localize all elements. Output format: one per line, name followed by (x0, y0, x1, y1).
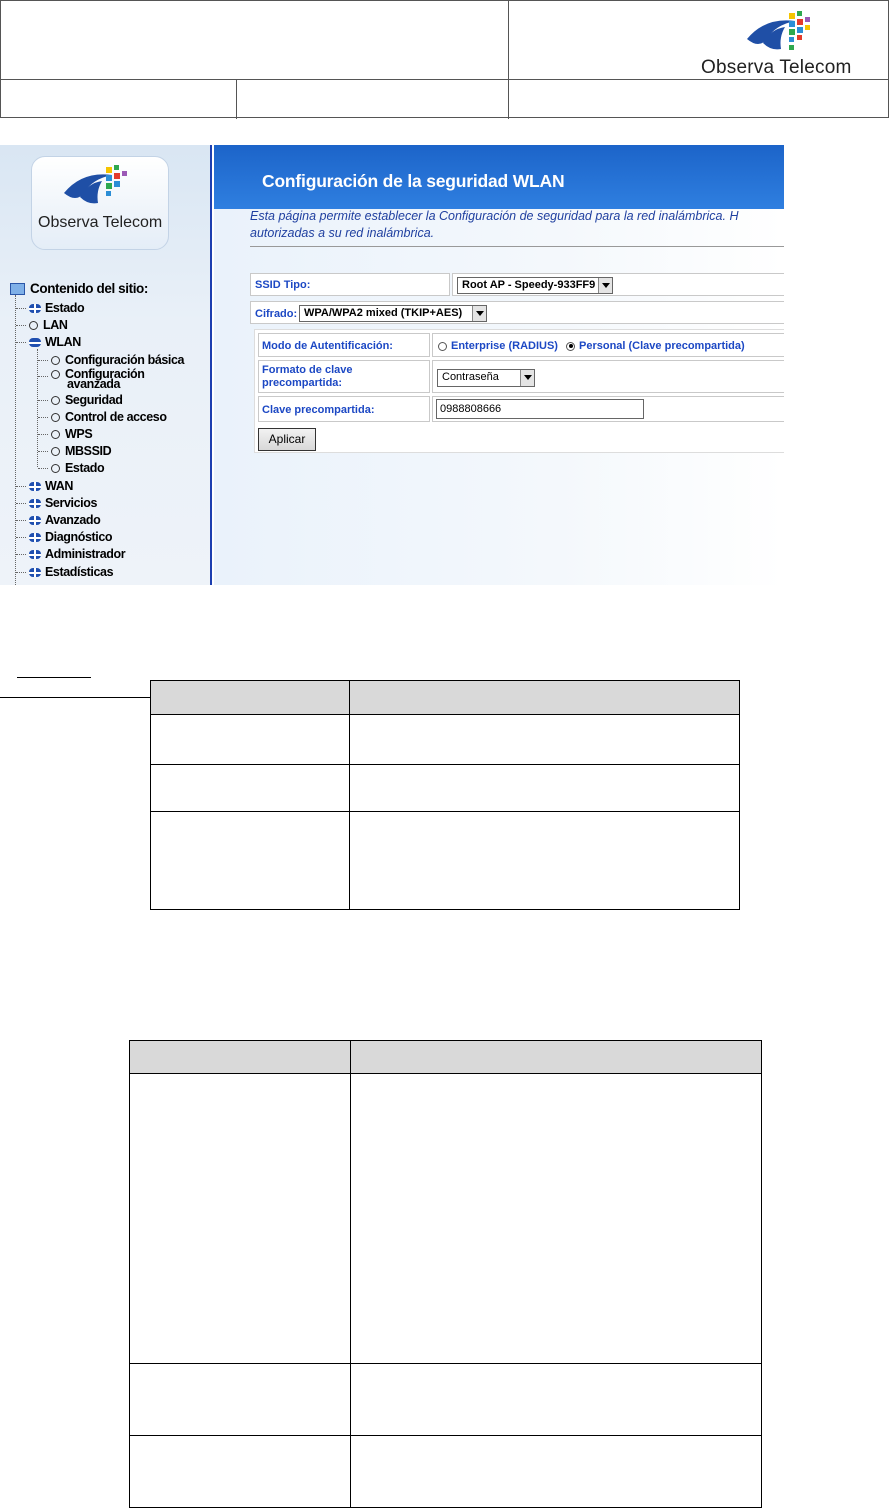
table-row (151, 765, 740, 812)
header-cell-left (1, 1, 509, 79)
sidebar-logo-text: Observa Telecom (38, 214, 163, 231)
observa-logo-icon (745, 9, 835, 59)
page-title: Configuración de la seguridad WLAN (262, 171, 565, 191)
table-row (130, 1436, 762, 1508)
table-row (151, 715, 740, 765)
tree-item-control-de-acceso[interactable]: Control de acceso (38, 409, 167, 425)
main-content (214, 145, 784, 585)
ssid-label-cell (250, 273, 450, 296)
leaf-circle-icon (51, 370, 60, 379)
cifrado-cell (250, 301, 784, 324)
tree-item-configuracion-basica[interactable]: Configuración básica (38, 352, 184, 368)
header-divider (236, 79, 237, 119)
title-bar (214, 145, 784, 209)
observa-logo (701, 9, 871, 79)
tree-root-label: Contenido del sitio: (30, 281, 148, 296)
auth-group (254, 329, 784, 453)
description-line: autorizadas a su red inalámbrica. (250, 226, 435, 240)
ssid-value-cell (452, 273, 784, 296)
format-value-cell (432, 360, 784, 393)
tree-item-estado[interactable]: Estado (16, 300, 84, 316)
tree-item-avanzada-line2[interactable]: avanzada (67, 377, 121, 391)
format-label-cell (258, 360, 430, 393)
table-header-row (151, 681, 740, 715)
tree-item-estadisticas[interactable]: Estadísticas (16, 564, 113, 580)
preshared-key-input[interactable]: 0988808666 (436, 399, 644, 419)
computer-icon (10, 283, 25, 295)
parameters-table-1 (150, 680, 740, 910)
leaf-circle-icon (51, 356, 60, 365)
auth-options-cell (432, 333, 784, 357)
table-row (151, 812, 740, 910)
leaf-circle-icon (51, 447, 60, 456)
tree-item-lan[interactable]: LAN (16, 317, 68, 333)
page-description (250, 208, 738, 242)
expand-icon (29, 304, 41, 313)
table-row (130, 1364, 762, 1436)
tree-item-diagnostico[interactable]: Diagnóstico (16, 529, 112, 545)
leaf-circle-icon (51, 396, 60, 405)
leaf-circle-icon (29, 321, 38, 330)
tree-root (10, 281, 148, 296)
tree-item-wlan[interactable]: WLAN (16, 334, 81, 350)
dropdown-arrow-icon[interactable] (598, 278, 612, 293)
table-row (130, 1074, 762, 1364)
expand-icon (29, 516, 41, 525)
format-select[interactable]: Contraseña (437, 369, 535, 387)
logo-text: Observa Telecom (701, 57, 852, 78)
divider (250, 246, 784, 247)
expand-icon (29, 499, 41, 508)
dropdown-arrow-icon[interactable] (520, 370, 534, 386)
observa-logo-icon (62, 163, 142, 213)
radio-icon[interactable] (438, 342, 447, 351)
tree-item-mbssid[interactable]: MBSSID (38, 443, 111, 459)
cifrado-label: Cifrado: (255, 308, 298, 320)
auth-label: Modo de Autentificación: (262, 340, 393, 352)
leaf-circle-icon (51, 413, 60, 422)
tree-item-seguridad[interactable]: Seguridad (38, 392, 123, 408)
auth-label-cell (258, 333, 430, 357)
heading-underline (17, 677, 91, 678)
description-line: Esta página permite establecer la Configuración de seguridad para la red inalámbrica. H (250, 209, 739, 223)
router-screenshot (0, 145, 784, 585)
leaf-circle-icon (51, 430, 60, 439)
tree-item-configuracion-avanzada[interactable]: Configuración (38, 366, 145, 382)
auth-personal-option[interactable]: Personal (Clave precompartida) (566, 340, 745, 352)
tree-item-administrador[interactable]: Administrador (16, 546, 125, 562)
expand-icon (29, 533, 41, 542)
collapse-icon (29, 338, 41, 347)
tree-item-wan[interactable]: WAN (16, 478, 73, 494)
sidebar (0, 145, 212, 585)
key-value-cell (432, 396, 784, 422)
tree-item-wps[interactable]: WPS (38, 426, 92, 442)
cifrado-select[interactable]: WPA/WPA2 mixed (TKIP+AES) (299, 305, 487, 322)
expand-icon (29, 568, 41, 577)
header-divider (508, 79, 509, 119)
tree-item-avanzado[interactable]: Avanzado (16, 512, 100, 528)
expand-icon (29, 482, 41, 491)
tree-item-servicios[interactable]: Servicios (16, 495, 97, 511)
radio-selected-icon[interactable] (566, 342, 575, 351)
document-header-table (0, 0, 889, 118)
table-header-row (130, 1041, 762, 1074)
dropdown-arrow-icon[interactable] (472, 306, 486, 321)
ssid-select[interactable]: Root AP - Speedy-933FF9 (457, 277, 613, 294)
sidebar-logo[interactable] (31, 156, 169, 250)
key-label-cell (258, 396, 430, 422)
format-label: Formato de clave precompartida: (262, 364, 353, 389)
tree-item-wlan-estado[interactable]: Estado (38, 460, 104, 476)
auth-enterprise-option[interactable]: Enterprise (RADIUS) (438, 340, 558, 352)
key-label: Clave precompartida: (262, 404, 375, 416)
expand-icon (29, 550, 41, 559)
leaf-circle-icon (51, 464, 60, 473)
apply-button[interactable]: Aplicar (258, 428, 316, 451)
ssid-label: SSID Tipo: (255, 279, 311, 291)
parameters-table-2 (129, 1040, 762, 1508)
